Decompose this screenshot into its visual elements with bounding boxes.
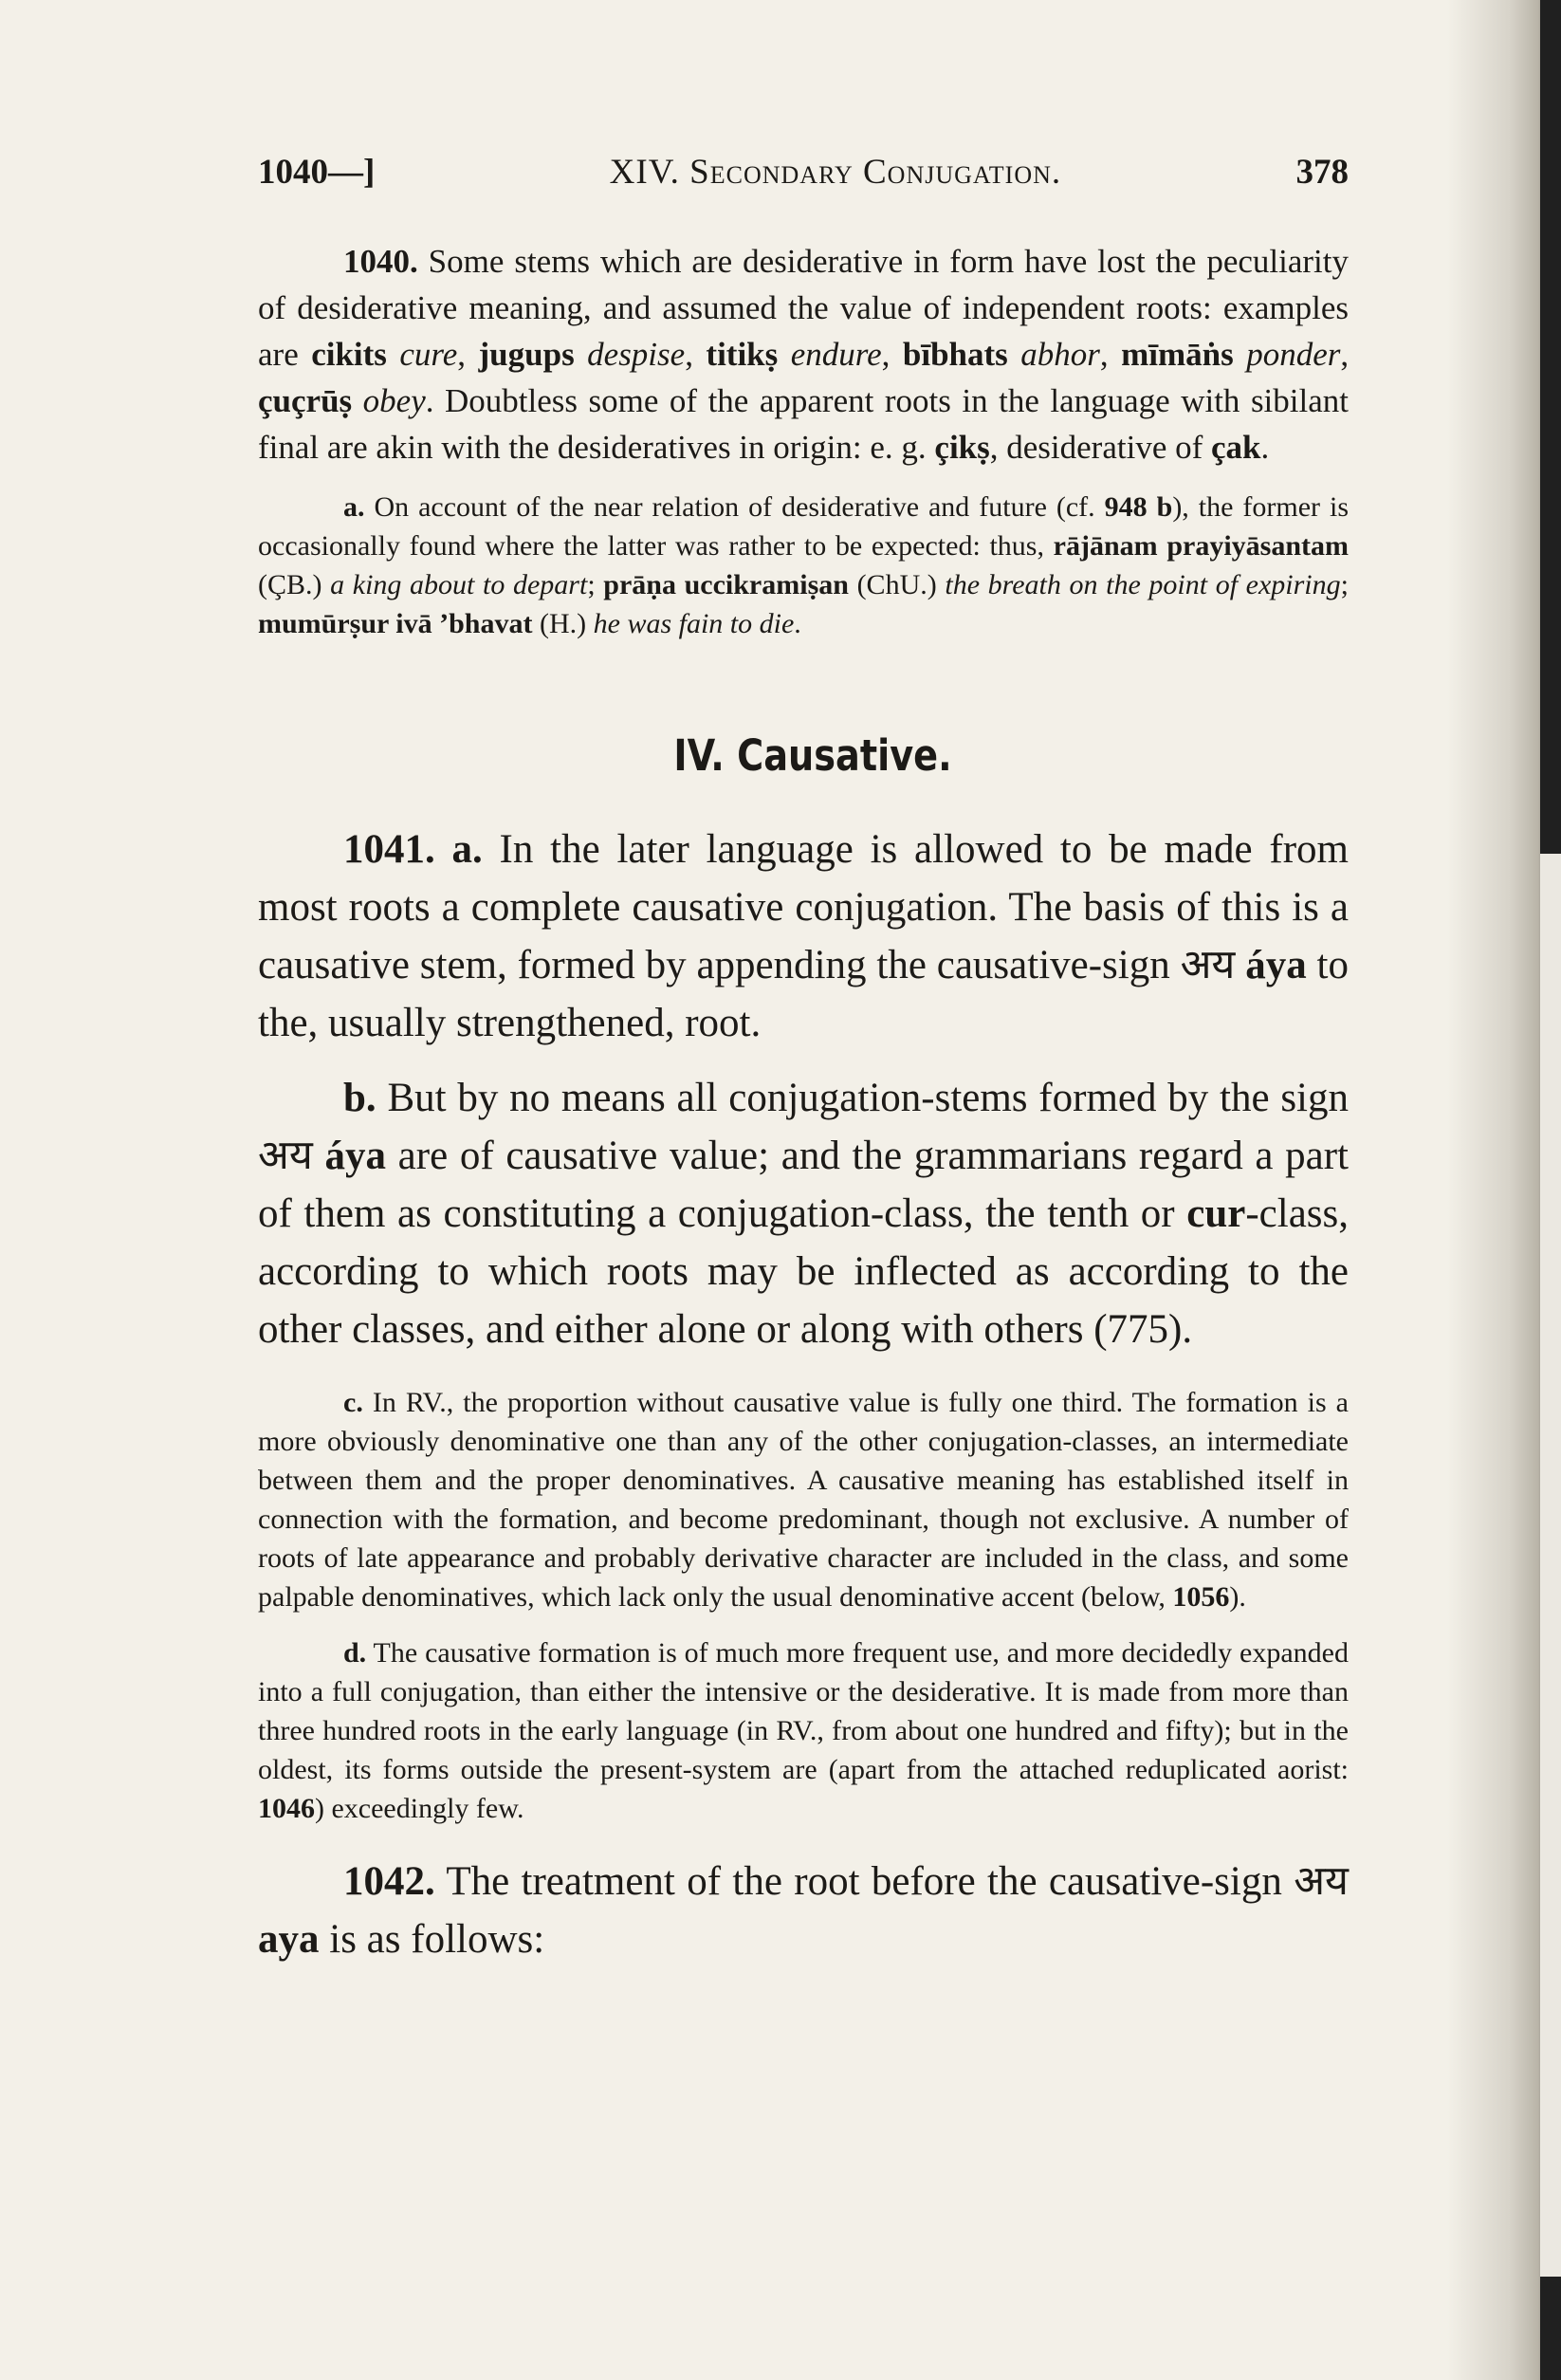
section-number: 1040. [343,243,418,280]
page-edge-binding [1540,0,1561,2380]
devanagari-text: अय [1294,1859,1349,1904]
section-heading: IV. Causative. [673,730,952,781]
subsection-letter: b. [343,1076,376,1120]
paragraph-1040a: a. On account of the near relation of desiderative and future (cf. 948 b), the former is occasionally found where the latter was rather to be expected: thus, rājānam prayiyāsantam (ÇB.) a king about to depart; prāṇa uccikramiṣan (ChU.) the breath on the point of expiring; mumūrṣur ivā ’bhavat (H.) he was fain to die. [258,491,1350,639]
paragraph-1041b: b. But by no means all conjugation-stems formed by the sign अय áya are of causative value; and the grammarians regard a part of them as constituting a conjugation-class, the tenth or cur-class, according to which roots may be inflected as according to the other classes, and either alone or along with others (775). [258,1076,1349,1352]
paragraph-1042: 1042. The treatment of the root before the causative-sign अय aya is as follows: [258,1859,1349,1962]
header-chapter-title: XIV. Secondary Conjugation. [609,153,1062,192]
running-header [258,152,1349,193]
subsection-letter: c. [343,1387,363,1418]
section-number: 1041. [343,827,435,872]
paragraph-1041a: 1041. a. In the later language is allowed to be made from most roots a complete causative conjugation. The basis of this is a causative stem, formed by appending the causative-sign अय áya to the, usually strengthened, root. [258,827,1350,1045]
subsection-letter: d. [343,1637,367,1669]
header-section-ref: 1040—] [258,153,376,192]
paragraph-1041c: c. In RV., the proportion without causative value is fully one third. The formation is a more obviously denominative one than any of the other conjugation-classes, an intermediate between them and the proper denominatives. A causative meaning has established itself in connection with the formation, and become predominant, though not exclusive. A number of roots of late appearance and probably derivative character are included in the class, and some palpable denominatives, which lack only the usual denominative accent (below, 1056). [258,1387,1349,1613]
page-content [258,152,1349,1968]
paragraph-1041d: d. The causative formation is of much more frequent use, and more decidedly expanded into a full conjugation, than either the intensive or the desiderative. It is made from more than three hundred roots in the early language (in RV., from about one hundred and fifty); but in the oldest, its forms outside the present-system are (apart from the attached reduplicated aorist: 1046) exceedingly few. [258,1637,1349,1824]
page-number: 378 [1295,153,1349,192]
devanagari-text: अय [258,1134,313,1178]
devanagari-text: अय [1180,943,1236,987]
subsection-letter: a. [343,491,365,523]
section-number: 1042. [343,1859,435,1904]
paragraph-1040: 1040. Some stems which are desiderative in form have lost the peculiarity of desiderative meaning, and assumed the value of independent roots: examples are cikits cure, jugups despise, titikṣ endure, bībhats abhor, mīmāṅs ponder, çuçrūṣ obey. Doubtless some of the apparent roots in the language with sibilant final are akin with the desideratives in origin: e. g. çikṣ, desiderative of çak. [258,243,1350,466]
